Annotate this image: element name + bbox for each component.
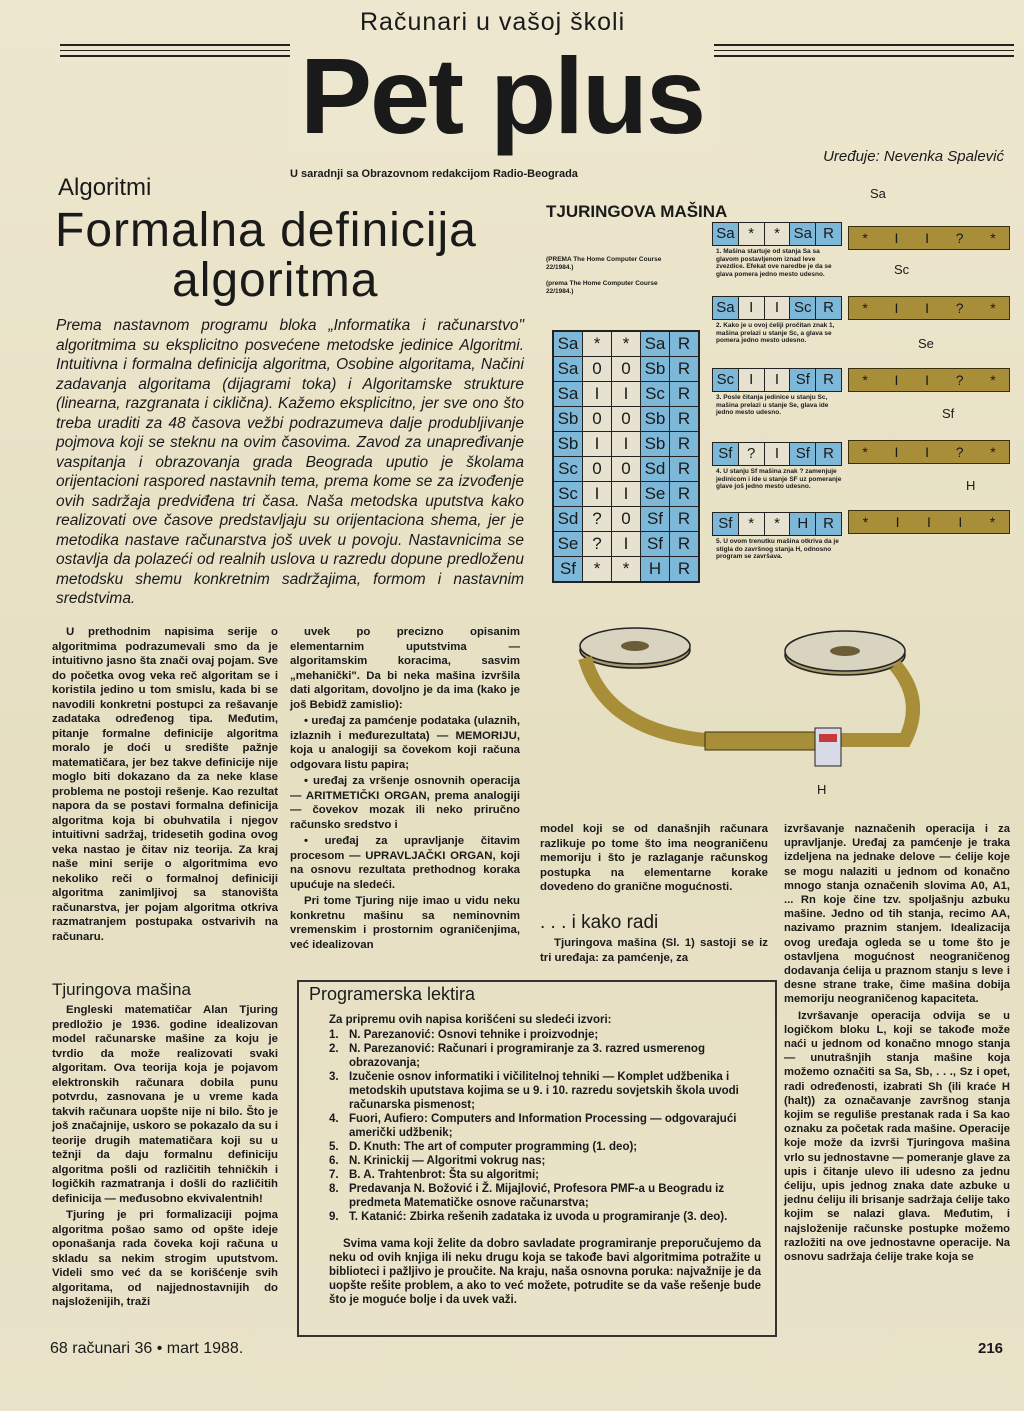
state-table-cell: Sd — [641, 457, 670, 482]
col1-paragraph: U prethodnim napisima serije o algoritmima podrazumevali smo da je intuitivno jasno šta znači ovaj pojam. Sve do početka ovog veka reč algoritam se i koristila jedino u tom smislu, kada bi se navodili konkretni postupci za rešavanje zadataka određenog tipa. Međutim, pitanje formalne definicije algoritma moralo je doći u središte pažnje matematičara, jer bez takve definicije nije moglo biti dokazano da za neke klase problema ne postoji rešenje. Kao rezultat napora da se postavi formalna definicija algoritma koja bi obuhvatila i njegov intuitivni sadržaj, tridesetih godina ovog veka nastao je čitav niz teorija. Za kraj naše mini serije o algoritmima evo nekoliko reči o formalnoj definiciji algoritma zanimljivoj sa stanovišta računarstva, jer pojam algoritma otkriva razmatranjem postupaka ostvarivih na računaru. — [52, 626, 278, 943]
tape-head-label: Sc — [894, 262, 910, 277]
col2-paragraph-2: Pri tome Tjuring nije imao u vidu neku konkretnu mašinu sa neminovnim vremenskim i prostornim ograničenjima, već idealizovan — [290, 895, 520, 951]
reading-list-item — [329, 1140, 759, 1154]
tape-cell: * — [862, 372, 868, 388]
step-cell: Sf — [713, 513, 739, 535]
state-table-cell: ? — [583, 507, 612, 532]
reading-list-outro: Svima vama koji želite da dobro savladate programiranje preporučujemo da neku od ovih knjiga ili neku drugu koja se takođe bavi algoritmima potražite u biblioteci i pažljivo je proučite. Na kraju, naša osnovna poruka: najvažnije je da uopšte rešite problem, a ako to već možete, potrudite se da vaše rešenje bude što je moguće bolje i da uvek važi. — [329, 1238, 761, 1306]
col1-paragraph-3: Tjuring je pri formalizaciji pojma algoritma pošao samo od opšte ideje oponašanja rada čoveka koji računa u skladu sa nekim strogim uputstvom. Videli smo već da se korišćenje svih algoritama, od najjednostavnijih do najsloženijih, traži — [52, 1209, 278, 1308]
state-table-row — [553, 532, 699, 557]
step-note: 4. U stanju Sf mašina znak ? zamenjuje jedinicom i ide u stanje SF uz pomeranje glave još jedno mesto udesno. — [716, 468, 842, 490]
state-table-row — [553, 482, 699, 507]
step-4 — [712, 442, 842, 491]
step-cell: R — [823, 371, 834, 388]
state-table-row — [553, 432, 699, 457]
state-table-cell: Sc — [553, 482, 583, 507]
state-table-cell: ? — [583, 532, 612, 557]
state-table-cell: Sf — [641, 507, 670, 532]
step-instruction — [712, 442, 842, 466]
masthead-title: Pet plus — [290, 42, 714, 150]
step-cell: I — [739, 297, 765, 319]
tape-cell: * — [862, 300, 868, 316]
tape-cell: * — [862, 230, 868, 246]
tape-5 — [848, 510, 1010, 534]
state-table-cell: Sc — [553, 457, 583, 482]
step-cell: * — [765, 223, 791, 245]
section-header: Računari u vašoj školi — [360, 8, 626, 36]
step-cell: Sc — [713, 369, 739, 391]
column-1b — [52, 1003, 278, 1312]
step-cell: R — [823, 225, 834, 242]
column-3 — [540, 822, 768, 897]
step-cell: I — [739, 369, 765, 391]
reading-list-text: T. Katanić: Zbirka rešenih zadataka iz uvoda u programiranje (3. deo). — [349, 1211, 728, 1223]
step-cell: Sa — [713, 223, 739, 245]
state-table-cell: 0 — [583, 407, 612, 432]
state-table-cell: 0 — [583, 457, 612, 482]
figure-source-2: (prema The Home Computer Course 22/1984.) — [546, 280, 658, 295]
reading-list-text: Predavanja N. Božović i Ž. Mijajlović, Profesora PMF-a u Beogradu iz predmeta Matematičke osnove računarstva; — [349, 1183, 725, 1209]
state-table-cell: 0 — [612, 357, 641, 382]
step-instruction — [712, 296, 842, 320]
figure-title: TJURINGOVA MAŠINA — [546, 202, 728, 221]
state-table-cell: 0 — [612, 507, 641, 532]
state-table-cell: R — [670, 532, 700, 557]
state-table-row — [553, 331, 699, 357]
col3-paragraph: model koji se od današnjih računara razlikuje po tome što ima neograničenu memoriju i što je razlaganje računskog postupka na elementarne korake dovedeno do granične mogućnosti. — [540, 823, 768, 893]
tape-reels-illustration — [545, 610, 965, 810]
reading-list-number: 1. — [329, 1029, 339, 1041]
reading-list-number: 5. — [329, 1141, 339, 1153]
state-table-cell: * — [583, 331, 612, 357]
state-table-cell: I — [583, 382, 612, 407]
step-cell: H — [790, 513, 816, 535]
step-instruction — [712, 512, 842, 536]
reading-list-text: B. A. Trahtenbrot: Šta su algoritmi; — [349, 1169, 539, 1181]
subhead-how: . . . i kako radi — [540, 912, 659, 933]
reading-list-text: N. Parezanović: Računari i programiranje za 3. razred usmerenog obrazovanja; — [349, 1043, 705, 1069]
state-table-cell: Se — [553, 532, 583, 557]
state-table-row — [553, 357, 699, 382]
tape-cell: I — [894, 300, 899, 316]
column-4 — [784, 822, 1010, 1266]
reading-list-title: Programerska lektira — [309, 984, 476, 1004]
reading-list-item — [329, 1154, 759, 1168]
step-cell: R — [823, 445, 834, 462]
step-note: 3. Posle čitanja jedinice u stanju Sc, mašina prelazi u stanje Se, glava ide jedno mesto udesno. — [716, 394, 829, 416]
tape-cell: ? — [955, 230, 964, 246]
tape-cell: * — [990, 300, 996, 316]
step-cell: I — [765, 443, 791, 465]
state-table-cell: * — [583, 557, 612, 583]
step-3 — [712, 368, 842, 417]
state-table-cell: R — [670, 507, 700, 532]
state-table-row — [553, 382, 699, 407]
reading-list-item — [329, 1042, 759, 1070]
reading-list-intro: Za pripremu ovih napisa korišćeni su sledeći izvori: — [329, 1014, 612, 1026]
col2-paragraph: uvek po precizno opisanim elementarnim uputstvima — algoritamskim koracima, sasvim „mehanički". Da bi neka mašina izvršila dati algoritam, dovoljno je da ima (kako je još Bebidž zamislio): — [290, 626, 520, 711]
col2-bullet-control: • uređaj za upravljanje čitavim procesom — UPRAVLJAČKI ORGAN, koji na osnovu rezultata prethodnog koraka upućuje na sledeći. — [290, 835, 520, 891]
tape-cell: * — [990, 372, 996, 388]
step-cell: Sf — [790, 443, 816, 465]
step-cell: I — [765, 369, 791, 391]
tape-head-label: H — [966, 478, 976, 493]
step-cell: R — [823, 299, 834, 316]
tape-cell: ? — [955, 444, 964, 460]
reading-list-number: 9. — [329, 1211, 339, 1223]
reading-list-text: Izučenie osnov informatiki i vičilitelnoj tehniki — Komplet udžbenika i metodskih uputstava kojima se u 9. i 10. razredu sovjetskih škola uvodi računarska pismenost; — [349, 1071, 739, 1111]
step-cell: Sa — [790, 223, 816, 245]
step-cell: * — [765, 513, 791, 535]
state-table-cell: Sb — [641, 407, 670, 432]
state-table-cell: I — [612, 532, 641, 557]
collaboration-note: U saradnji sa Obrazovnom redakcijom Radio-Beograda — [290, 168, 578, 180]
tape-4 — [848, 440, 1010, 464]
step-note: 1. Mašina startuje od stanja Sa sa glavom postavljenom iznad leve zvezdice. Efekat ove naredbe je da se glava pomera jedno mesto udesno. — [716, 248, 832, 278]
col1-paragraph-2: Engleski matematičar Alan Tjuring predložio je 1936. godine idealizovan model računarske mašine za koju je tvrdio da može realizovati svaki algoritam. Ova teorija koja je pojavom elektronskih računara dobila punu potvrdu, zasnovana je u vreme kada takvih računara uopšte nije ni bilo. Što je još značajnije, uskoro se pokazalo da su i teorije drugih matematičara koji su u težnji da daju formalnu definiciju algoritma pošli od različitih tehničkih i logičkih razmatranja i došli do različitih definicija — međusobno ekvivalentnih! — [52, 1004, 278, 1205]
step-instruction — [712, 222, 842, 246]
reading-list-number: 6. — [329, 1155, 339, 1167]
footer-issue: 68 računari 36 • mart 1988. — [50, 1340, 244, 1357]
state-table-cell: R — [670, 357, 700, 382]
tape-cell: I — [925, 230, 929, 246]
col4-paragraph-2: Izvršavanje operacija odvija se u logičkom bloku L, koji se takođe može naći u jednom od konačno mnogo stanja — unutrašnjih stanja mašine koja možemo označiti sa Sa, Sb, . . ., Sz i opet, radi određenosti, izabrati Sh (ili kraće H (halt)) za označavanje završnog stanja kojim se reguliše prestanak rada i Sa kao oznaku za početak rada mašine. Operacije koje može da izvrši Tjuringova mašina vrlo su jednostavne — pomeranje glave za upis i čitanje ulevo ili udesno za jednu ćeliju, upis jednog znaka date azbuke u jednu ćeliju ili brisanje sadržaja ćelije tako kojim se nalazi glava. Međutim, i najsloženije računske postupke možemo razložiti na ove jednostavne operacije. Na osnovu sadržaja ćelije trake koja se — [784, 1009, 1010, 1264]
state-table-cell: H — [641, 557, 670, 583]
state-table-cell: R — [670, 482, 700, 507]
state-table-cell: 0 — [612, 407, 641, 432]
tape-cell: * — [989, 514, 996, 530]
subhead-tjuring: Tjuringova mašina — [52, 980, 191, 999]
state-table-cell: Sc — [641, 382, 670, 407]
state-table-cell: 0 — [612, 457, 641, 482]
tape-head-label: Se — [918, 336, 934, 351]
state-table-cell: R — [670, 382, 700, 407]
tape-cell: * — [990, 444, 996, 460]
step-note: 5. U ovom trenutku mašina otkriva da je stigla do završnog stanja H, odnosno program se završava. — [716, 538, 839, 560]
reading-list-number: 7. — [329, 1169, 339, 1181]
footer-page-number: 216 — [978, 1340, 1004, 1357]
reading-list-item — [329, 1182, 759, 1210]
tape-head-label: Sf — [942, 406, 955, 421]
step-cell: Sf — [790, 369, 816, 391]
state-table-cell: 0 — [583, 357, 612, 382]
reading-list-item — [329, 1210, 759, 1224]
tape-cell: I — [927, 514, 931, 530]
tape-cell: I — [894, 230, 899, 246]
column-3b — [540, 936, 768, 967]
reading-list-text: N. Krinickij — Algoritmi vokrug nas; — [349, 1155, 546, 1167]
editor-credit: Uređuje: Nevenka Spalević — [823, 148, 1004, 165]
tape-cell: I — [925, 444, 929, 460]
tape-cell: I — [925, 300, 929, 316]
state-table-row — [553, 457, 699, 482]
state-table-cell: * — [612, 557, 641, 583]
state-table-cell: I — [583, 432, 612, 457]
step-note: 2. Kako je u ovoj ćeliji pročitan znak 1, mašina prelazi u stanje Sc, a glava se pomera jedno mesto udesno. — [716, 322, 835, 344]
reading-list-box — [297, 980, 777, 1337]
tape-cell: I — [925, 372, 929, 388]
step-cell: I — [765, 297, 791, 319]
tape-2 — [848, 296, 1010, 320]
state-table-cell: Sa — [553, 382, 583, 407]
state-table-cell: R — [670, 557, 700, 583]
state-table-cell: Sb — [553, 432, 583, 457]
reading-list-text: N. Parezanović: Osnovi tehnike i proizvodnje; — [349, 1029, 599, 1041]
tape-head-label: Sa — [870, 186, 886, 201]
article-title-line1: Formalna definicija — [55, 204, 477, 257]
reading-list-item — [329, 1112, 759, 1140]
step-cell: * — [739, 223, 765, 245]
state-table-cell: R — [670, 407, 700, 432]
head-label: H — [817, 782, 827, 797]
state-table-cell: * — [612, 331, 641, 357]
tape-cell: * — [862, 514, 869, 530]
figure-source-1: (PREMA The Home Computer Course 22/1984.) — [546, 256, 662, 271]
reading-list-item — [329, 1028, 759, 1042]
step-cell: Sf — [713, 443, 739, 465]
state-table-cell: Sa — [553, 357, 583, 382]
col3-paragraph-2: Tjuringova mašina (Sl. 1) sastoji se iz tri uređaja: za pamćenje, za — [540, 937, 768, 964]
tape-1 — [848, 226, 1010, 250]
step-1 — [712, 222, 842, 278]
state-table-cell: R — [670, 432, 700, 457]
state-table-cell: I — [583, 482, 612, 507]
state-table-cell: R — [670, 457, 700, 482]
state-table-cell: Se — [641, 482, 670, 507]
state-table-row — [553, 407, 699, 432]
tape-cell: ? — [955, 300, 964, 316]
state-table-cell: I — [612, 382, 641, 407]
state-table-cell: Sb — [641, 357, 670, 382]
reading-list-number: 2. — [329, 1043, 339, 1055]
tape-cell: I — [958, 514, 963, 530]
step-cell: Sc — [790, 297, 816, 319]
article-title-line2: algoritma — [172, 254, 379, 307]
column-2 — [290, 625, 520, 954]
col2-bullet-alu: • uređaj za vršenje osnovnih operacija — ARITMETIČKI ORGAN, prema analogiji — čovekov mozak ili neko priručno računsko sredstvo i — [290, 775, 520, 831]
reading-list-number: 4. — [329, 1113, 339, 1125]
reading-list-number: 8. — [329, 1183, 339, 1195]
column-1 — [52, 625, 278, 946]
state-table-cell: Sb — [553, 407, 583, 432]
reading-list-item — [329, 1168, 759, 1182]
reading-list — [329, 1028, 759, 1224]
tape-cell: I — [894, 372, 899, 388]
tape-cell: * — [862, 444, 868, 460]
state-table-cell: Sf — [641, 532, 670, 557]
step-cell: * — [739, 513, 765, 535]
state-table-cell: R — [670, 331, 700, 357]
state-table-cell: Sb — [641, 432, 670, 457]
article-lead: Prema nastavnom programu bloka „Informatika i računarstvo" algoritmima su eksplicitno posvećene metodske jedinice Algoritmi. Intuitivna i formalna definicija algoritma, Osobine algoritama, Načini zadavanja algoritama (dijagrami toka) i Algoritamske strukture (linearna, razgranata i ciklična). Kažemo eksplicitno, jer sve ono što treba uraditi za 48 časova vežbi podrazumeva dalje produbljivanje pojmova koji se steknu na ovim časovima. Zavod za unapređivanje vaspitanja i obrazovanja grada Beograda uputio je školama orijentacioni raspored nastavnih tema, prema kome se za izvođenje ovih sadržaja predviđena tri časa. Naša metodska uputstva kako realizovati ove časove predstavljaju su orijentaciona shema, jer je metodika nastave računarstva još uvek u povoju. Nastavnicima se ostavlja da polazeći od realnih uslova u razredu dopune predloženu metodsku shemu konkretnim sadržajima, formom i nastavnim sredstvima. — [56, 317, 524, 607]
state-table-cell: Sd — [553, 507, 583, 532]
col4-paragraph: izvršavanje naznačenih operacija i za upravljanje. Uređaj za pamćenje je traka izdeljena na jednake delove — ćelije koje se mogu nalaziti u jednom od konačno mnogo stanja označenih slovima A0, A1, ... Rn koje čine tzv. spoljašnju azbuku mašine. Jedno od tih stanja, recimo AA, nazivamo praznim stanjem. Idealizacija ovog uređaja ogleda se u tome što je ostavljena mogućnost neograničenog dodavanja ćelija u praznom stanju s leve i desne strane trake, čime mašina dobija memoriju neograničenog kapaciteta. — [784, 823, 1010, 1006]
col2-bullet-memory: • uređaj za pamćenje podataka (ulaznih, izlaznih i međurezultata) — MEMORIJU, koja u analogiji sa čovekom koji računa odgovara listu papira; — [290, 715, 520, 771]
state-table-row — [553, 557, 699, 583]
reading-list-text: Fuori, Aufiero: Computers and Information Processing — odgovarajući američki udžbenik; — [349, 1113, 737, 1139]
state-table-row — [553, 507, 699, 532]
tape-cell: I — [894, 444, 899, 460]
step-instruction — [712, 368, 842, 392]
state-table-cell: Sa — [553, 331, 583, 357]
state-table — [552, 330, 700, 583]
reading-list-text: D. Knuth: The art of computer programming (1. deo); — [349, 1141, 638, 1153]
tape-cell: * — [990, 230, 996, 246]
tape-cell: ? — [955, 372, 964, 388]
step-cell: Sa — [713, 297, 739, 319]
reading-list-item — [329, 1070, 759, 1112]
state-table-cell: Sf — [553, 557, 583, 583]
step-5 — [712, 512, 842, 561]
state-table-cell: I — [612, 432, 641, 457]
tape-3 — [848, 368, 1010, 392]
reading-list-number: 3. — [329, 1071, 339, 1083]
step-cell: ? — [739, 443, 765, 465]
article-kicker: Algoritmi — [58, 174, 152, 201]
state-table-cell: Sa — [641, 331, 670, 357]
tape-cell: I — [895, 514, 900, 530]
step-cell: R — [823, 515, 834, 532]
step-2 — [712, 296, 842, 345]
state-table-cell: I — [612, 482, 641, 507]
